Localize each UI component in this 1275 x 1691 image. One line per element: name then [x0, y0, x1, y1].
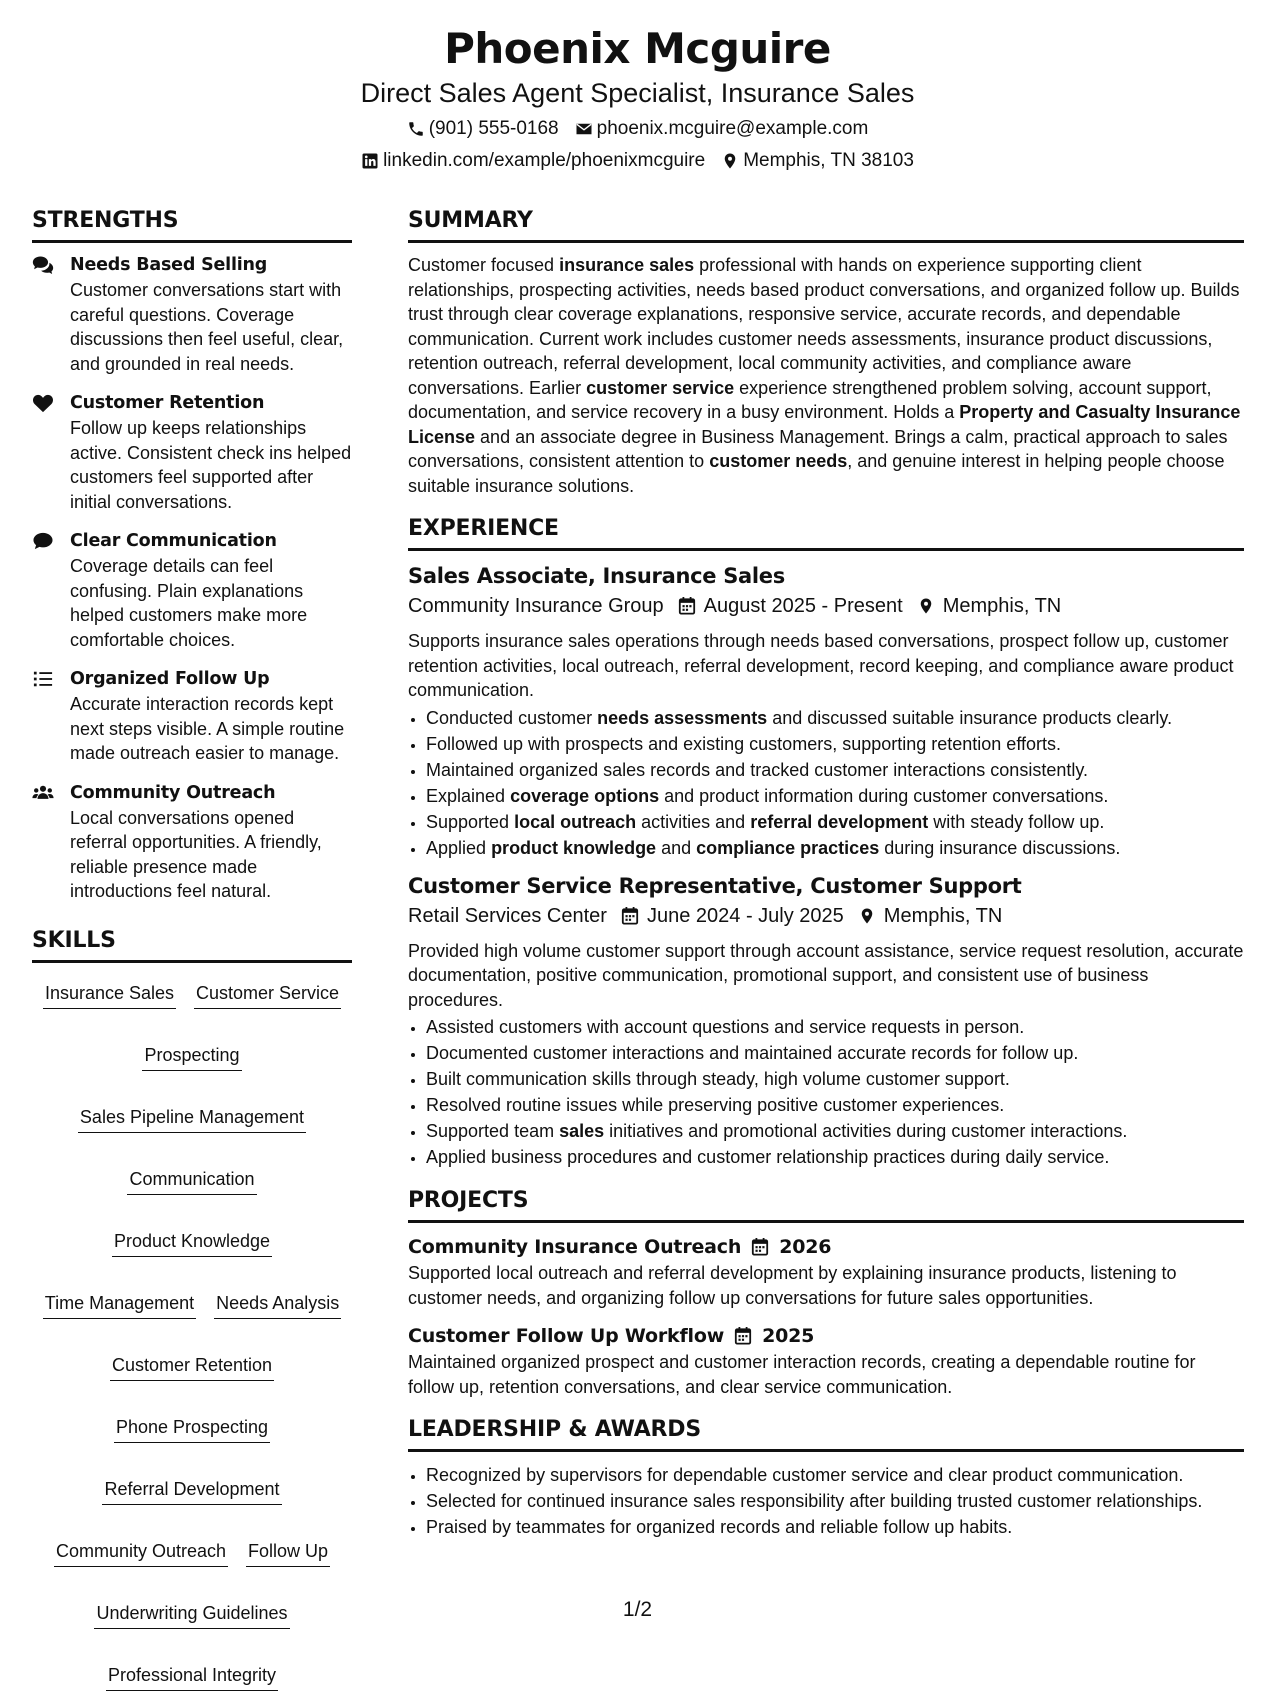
calendar-icon [734, 1326, 752, 1346]
skill-tag: Prospecting [142, 1043, 241, 1071]
skill-tag: Phone Prospecting [114, 1415, 270, 1443]
skill-tag: Underwriting Guidelines [94, 1601, 289, 1629]
right-column [408, 206, 1244, 1540]
job-entry [408, 871, 1244, 1171]
email-address: phoenix.mcguire@example.com [596, 118, 869, 139]
project-entry [408, 1233, 1244, 1310]
skills-heading: SKILLS [32, 926, 352, 963]
strength-desc: Coverage details can feel confusing. Plain explanations helped customers make more comfortable choices. [70, 556, 308, 650]
project-title-row [408, 1322, 1244, 1350]
skill-tag: Communication [127, 1167, 256, 1195]
bullet-item: • Resolved routine issues while preserving positive customer experiences. [426, 1092, 1244, 1118]
summary-heading: SUMMARY [408, 206, 1244, 243]
skill-tag: Customer Retention [110, 1353, 274, 1381]
contact-row-1 [0, 116, 1275, 142]
candidate-name: Phoenix Mcguire [444, 24, 831, 73]
job-title: Sales Associate, Insurance Sales [408, 564, 785, 588]
calendar-icon [751, 1237, 769, 1257]
phone-number: (901) 555-0168 [428, 118, 559, 139]
bullet-item: • Conducted customer needs assessments and discussed suitable insurance products clearly. [426, 705, 1244, 731]
users-icon [32, 783, 54, 803]
job-dates: August 2025 - Present [703, 595, 903, 617]
leadership-bullets [408, 1462, 1244, 1540]
strengths-heading: STRENGTHS [32, 206, 352, 243]
job-entry [408, 561, 1244, 861]
job-meta [408, 591, 1244, 621]
list-icon [32, 669, 54, 689]
email-contact[interactable] [575, 116, 869, 142]
page-number: 1/2 [622, 1598, 653, 1621]
job-location: Memphis, TN [883, 904, 1003, 927]
strength-title: Customer Retention [70, 393, 265, 413]
job-bullets [408, 1014, 1244, 1170]
candidate-role: Direct Sales Agent Specialist, Insurance Sales [360, 78, 915, 108]
project-year: 2026 [779, 1236, 832, 1258]
project-title-row [408, 1233, 1244, 1261]
job-description: Provided high volume customer support through account assistance, service request resolution, accurate documentation, positive communication, promotional support, and consistent use of business procedures. [408, 940, 1244, 1010]
strength-item [32, 667, 352, 766]
skill-tag: Customer Service [194, 981, 341, 1009]
strength-item [32, 253, 352, 376]
bullet-item: • Maintained organized sales records and tracked customer interactions consistently. [426, 757, 1244, 783]
leadership-heading: LEADERSHIP & AWARDS [408, 1415, 1244, 1452]
location-text: Memphis, TN 38103 [743, 150, 914, 171]
projects-heading: PROJECTS [408, 1186, 1244, 1223]
project-year: 2025 [762, 1325, 815, 1347]
phone-icon [407, 120, 425, 138]
strength-item [32, 529, 352, 652]
skill-tag: Sales Pipeline Management [78, 1105, 306, 1133]
job-location: Memphis, TN [942, 595, 1062, 617]
bullet-item: • Supported local outreach activities and referral development with steady follow up. [426, 809, 1244, 835]
bullet-item: • Applied business procedures and customer relationship practices during daily service. [426, 1144, 1244, 1170]
project-title: Customer Follow Up Workflow [408, 1325, 725, 1347]
skill-tag: Professional Integrity [106, 1663, 278, 1691]
skill-tag: Time Management [43, 1291, 196, 1319]
bullet-item: • Selected for continued insurance sales responsibility after building trusted customer relationships. [426, 1488, 1244, 1514]
resume-header [0, 22, 1275, 174]
linkedin-icon [361, 152, 379, 170]
phone-contact[interactable] [407, 116, 559, 142]
strength-title: Clear Communication [70, 531, 277, 551]
strength-desc: Customer conversations start with careful questions. Coverage discussions then feel useful, clear, and grounded in real needs. [70, 280, 344, 374]
location-contact [721, 148, 914, 174]
strength-title: Needs Based Selling [70, 255, 268, 275]
skill-tag: Product Knowledge [112, 1229, 272, 1257]
strength-item [32, 391, 352, 514]
bullet-item: • Recognized by supervisors for dependable customer service and clear product communication. [426, 1462, 1244, 1488]
bullet-item: • Followed up with prospects and existing customers, supporting retention efforts. [426, 731, 1244, 757]
job-description: Supports insurance sales operations through needs based conversations, prospect follow up, customer retention activities, local outreach, referral development, record keeping, and compliance aware product communication. [408, 631, 1234, 700]
skill-tag: Referral Development [102, 1477, 281, 1505]
strength-title: Community Outreach [70, 782, 276, 803]
envelope-icon [575, 120, 593, 138]
company-name: Community Insurance Group [408, 595, 664, 617]
skill-tag: Community Outreach [54, 1539, 228, 1567]
bullet-item: • Praised by teammates for organized records and reliable follow up habits. [426, 1514, 1244, 1540]
project-desc: Maintained organized prospect and customer interaction records, creating a dependable routine for follow up, retention conversations, and clear service communication. [408, 1352, 1196, 1397]
bullet-item: • Explained coverage options and product information during customer conversations. [426, 783, 1244, 809]
bullet-item: • Built communication skills through steady, high volume customer support. [426, 1066, 1244, 1092]
linkedin-contact[interactable] [361, 148, 705, 174]
strength-desc: Local conversations opened referral opportunities. A friendly, reliable presence made introductions feel natural. [70, 807, 322, 901]
project-entry [408, 1322, 1244, 1399]
calendar-icon [621, 906, 639, 926]
job-bullets [408, 705, 1244, 861]
project-title: Community Insurance Outreach [408, 1236, 742, 1258]
skill-tag: Follow Up [246, 1539, 330, 1567]
strength-item [32, 781, 352, 904]
project-desc: Supported local outreach and referral development by explaining insurance products, listening to customer needs, and organizing follow up conversations for future sales opportunities. [408, 1263, 1177, 1308]
map-marker-icon [858, 906, 876, 926]
bullet-item: • Documented customer interactions and maintained accurate records for follow up. [426, 1040, 1244, 1066]
linkedin-url: linkedin.com/example/phoenixmcguire [383, 150, 706, 171]
left-column [32, 206, 352, 1691]
summary-text: Customer focused insurance sales professional with hands on experience supporting client relationships, prospecting activities, needs based product conversations, and organized follow up. Builds trust through clear coverage explanations, responsive service, accurate records, and dependable communication. Current work includes customer needs assessments, insurance product discussions, retention outreach, referral development, local community activities, and compliance aware conversations. Earlier customer service experience strengthened problem solving, account support, documentation, and service recovery in a busy environment. Holds a Property and Casualty Insurance License and an associate degree in Business Management. Brings a calm, practical approach to sales conversations, consistent attention to customer needs, and genuine interest in helping people choose suitable insurance solutions. [408, 255, 1241, 496]
map-marker-icon [917, 596, 935, 616]
company-name: Retail Services Center [408, 904, 607, 927]
comment-icon [32, 531, 54, 551]
strength-title: Organized Follow Up [70, 669, 270, 689]
heart-icon [32, 393, 54, 413]
job-meta [408, 901, 1244, 931]
comments-icon [32, 255, 54, 275]
bullet-item: • Supported team sales initiatives and promotional activities during customer interactions. [426, 1118, 1244, 1144]
bullet-item: • Applied product knowledge and compliance practices during insurance discussions. [426, 835, 1244, 861]
calendar-icon [678, 596, 696, 616]
contact-row-2 [0, 148, 1275, 174]
strength-desc: Follow up keeps relationships active. Consistent check ins helped customers feel supported after initial conversations. [70, 418, 352, 512]
skill-tag: Insurance Sales [43, 981, 176, 1009]
skill-tag: Needs Analysis [214, 1291, 341, 1319]
bullet-item: • Assisted customers with account questions and service requests in person. [426, 1014, 1244, 1040]
map-marker-icon [721, 152, 739, 170]
skills-list [32, 973, 352, 1691]
job-title: Customer Service Representative, Customer Support [408, 873, 1022, 898]
experience-heading: EXPERIENCE [408, 514, 1244, 551]
job-dates: June 2024 - July 2025 [646, 904, 844, 927]
strength-desc: Accurate interaction records kept next steps visible. A simple routine made outreach easier to manage. [70, 694, 345, 763]
